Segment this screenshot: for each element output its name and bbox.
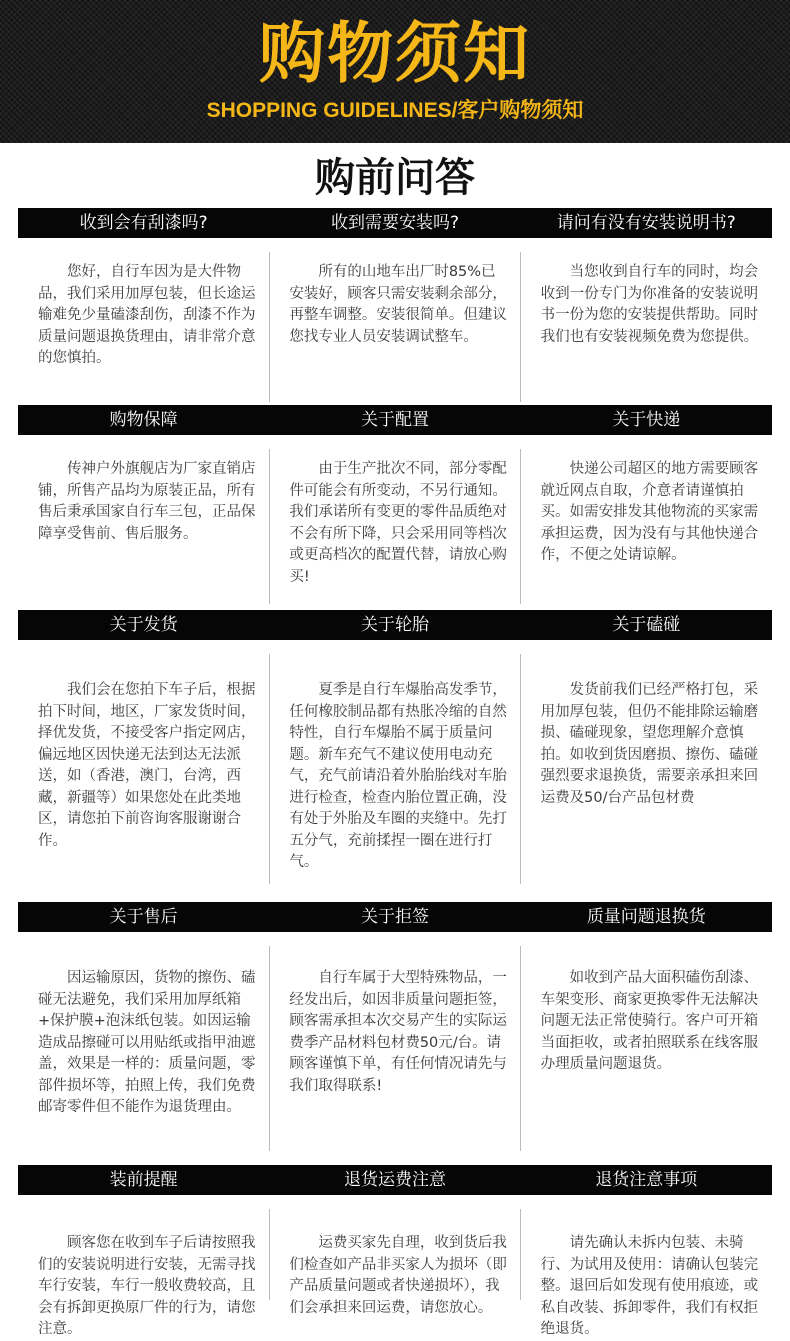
faq-answer: 传神户外旗舰店为厂家直销店铺，所售产品均为原装正品，所有售后秉承国家自行车三包，正品保障享受售前、售后服务。 — [38, 461, 256, 542]
column-divider — [520, 252, 521, 402]
faq-answer: 发货前我们已经严格打包，采用加厚包装，但仍不能排除运输磨损、磕碰现象，望您理解介意慎拍。如收到货因磨损、擦伤、磕碰强烈要求退换货，需要亲承担来回运费及50/台产品包材费 — [540, 682, 759, 806]
faq-title: 关于售后 — [109, 907, 178, 927]
faq-row — [18, 1165, 772, 1337]
faq-title-bar — [18, 1165, 772, 1195]
faq-answers — [18, 435, 772, 610]
header-banner — [0, 0, 790, 143]
faq-title: 关于轮胎 — [360, 615, 429, 635]
faq-answer: 因运输原因，货物的擦伤、磕碰无法避免，我们采用加厚纸箱+保护膜+泡沫纸包装。如因运输造成品擦碰可以用贴纸或指甲油遮盖，效果是一样的：质量问题，零部件损坏等，拍照上传，我们免费邮寄零件但不能作为退货理由。 — [38, 970, 256, 1115]
column-divider — [269, 1209, 270, 1300]
faq-title: 装前提醒 — [109, 1170, 178, 1190]
faq-answer: 所有的山地车出厂时85%已安装好，顾客只需安装剩余部分，再整车调整。安装很简单。但建议您找专业人员安装调试整车。 — [289, 264, 507, 345]
column-divider — [520, 449, 521, 604]
faq-answers — [18, 640, 772, 900]
column-divider — [269, 654, 270, 884]
section-title: 购前问答 — [315, 155, 475, 201]
faq-title: 关于拒签 — [360, 907, 429, 927]
faq-title: 购物保障 — [109, 410, 178, 430]
banner-title: 购物须知 — [259, 15, 531, 92]
column-divider — [520, 946, 521, 1151]
faq-answer: 您好，自行车因为是大件物品，我们采用加厚包装，但长途运输难免少量磕漆刮伤，刮漆不作为质量问题退换货理由，请非常介意的您慎拍。 — [38, 264, 256, 366]
faq-answer: 当您收到自行车的同时，均会收到一份专门为你准备的安装说明书一份为您的安装提供帮助。同时我们也有安装视频免费为您提供。 — [540, 264, 759, 345]
faq-answer: 自行车属于大型特殊物品，一经发出后，如因非质量问题拒签，顾客需承担本次交易产生的实际运费季产品材料包材费50元/台。请顾客谨慎下单，有任何情况请先与我们取得联系! — [289, 970, 507, 1094]
faq-title: 收到需要安装吗? — [330, 213, 459, 233]
faq-title: 收到会有刮漆吗? — [79, 213, 208, 233]
column-divider — [269, 946, 270, 1151]
faq-title: 质量问题退换货 — [586, 907, 706, 927]
faq-title: 退货注意事项 — [595, 1170, 698, 1190]
column-divider — [269, 252, 270, 402]
faq-row — [18, 610, 772, 900]
faq-title: 退货运费注意 — [343, 1170, 446, 1190]
faq-row — [18, 902, 772, 1157]
column-divider — [269, 449, 270, 604]
faq-row — [18, 208, 772, 404]
banner-subtitle: SHOPPING GUIDELINES/客户购物须知 — [206, 99, 584, 122]
faq-answer: 快递公司超区的地方需要顾客就近网点自取，介意者请谨慎拍买。如需安排发其他物流的买家需承担运费，因为没有与其他快递合作，不便之处请谅解。 — [540, 461, 759, 563]
faq-answer: 运费买家先自理，收到货后我们检查如产品非买家人为损坏（即产品质量问题或者快递损坏），我们会承担来回运费，请您放心。 — [289, 1235, 507, 1316]
faq-answers — [18, 932, 772, 1157]
faq-title: 关于快递 — [612, 410, 681, 430]
faq-answer: 由于生产批次不同，部分零配件可能会有所变动，不另行通知。我们承诺所有变更的零件品质绝对不会有所下降，只会采用同等档次或更高档次的配置代替，请放心购买! — [289, 461, 507, 585]
faq-title-bar — [18, 610, 772, 640]
column-divider — [520, 1209, 521, 1300]
faq-answer: 我们会在您拍下车子后，根据拍下时间，地区，厂家发货时间，择优发货，不接受客户指定网店，偏远地区因快递无法到达无法派送，如（香港，澳门，台湾，西藏，新疆等）如果您处在此类地区，请您拍下前咨询客服谢谢合作。 — [38, 682, 256, 849]
faq-row — [18, 405, 772, 610]
faq-answer: 请先确认未拆内包装、未骑行、为试用及使用：请确认包装完整。退回后如发现有使用痕迹，或私自改装、拆卸零件，我们有权拒绝退货。 — [540, 1235, 759, 1337]
faq-title: 关于发货 — [109, 615, 178, 635]
faq-answer: 夏季是自行车爆胎高发季节，任何橡胶制品都有热胀冷缩的自然特性，自行车爆胎不属于质量问题。新车充气不建议使用电动充气，充气前请沿着外胎胎线对车胎进行检查，检查内胎位置正确，没有处于外胎及车圈的夹缝中。先打五分气，充前揉捏一圈在进行打气。 — [289, 682, 507, 870]
column-divider — [520, 654, 521, 884]
faq-title-bar — [18, 405, 772, 435]
faq-answers — [18, 238, 772, 404]
faq-title: 请问有没有安装说明书? — [556, 213, 736, 233]
faq-title: 关于磕碰 — [612, 615, 681, 635]
faq-answers — [18, 1195, 772, 1337]
faq-answer: 如收到产品大面积磕伤刮漆、车架变形、商家更换零件无法解决问题无法正常使骑行。客户可开箱当面拒收，或者拍照联系在线客服办理质量问题退货。 — [540, 970, 759, 1072]
faq-answer: 顾客您在收到车子后请按照我们的安装说明进行安装，无需寻找车行安装，车行一般收费较高，且会有拆卸更换原厂件的行为，请您注意。 — [38, 1235, 256, 1337]
faq-title-bar — [18, 208, 772, 238]
faq-title: 关于配置 — [360, 410, 429, 430]
faq-title-bar — [18, 902, 772, 932]
